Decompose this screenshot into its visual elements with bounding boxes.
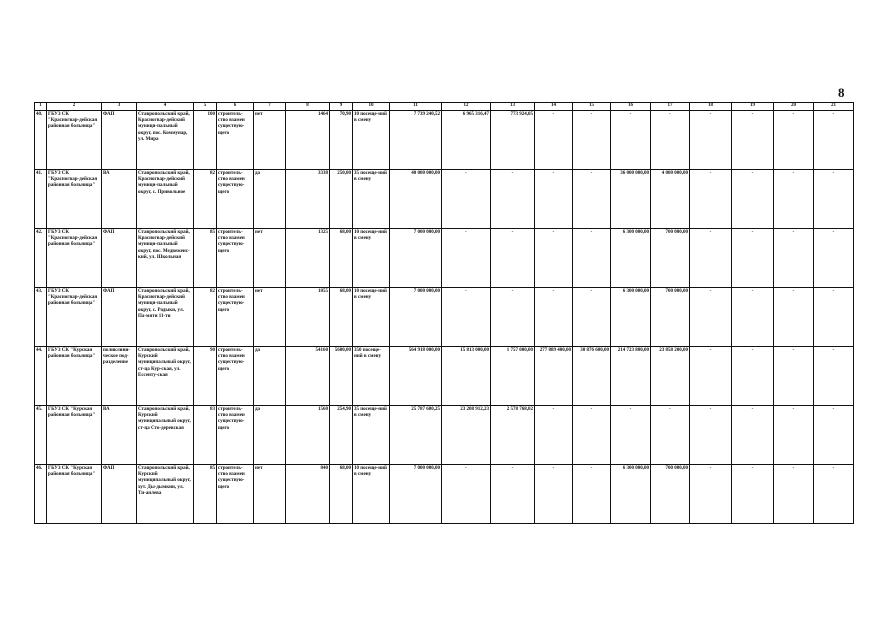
table-cell: строитель-ство взамен существую-щего — [217, 406, 254, 465]
table-cell: - — [690, 288, 732, 347]
column-header: 6 — [217, 103, 254, 111]
table-cell: строитель-ство взамен существую-щего — [217, 170, 254, 229]
table-cell: 700 000,00 — [651, 465, 690, 524]
table-cell: - — [535, 288, 573, 347]
table-cell: 85 — [194, 465, 217, 524]
table-cell: - — [774, 170, 814, 229]
header-row — [35, 103, 854, 111]
table-cell: - — [814, 170, 854, 229]
table-cell: 85 — [194, 229, 217, 288]
table-cell: 30 876 600,00 — [573, 347, 611, 406]
table-cell: - — [732, 111, 774, 170]
table-cell: - — [774, 347, 814, 406]
table-cell: 1 757 000,00 — [491, 347, 535, 406]
table-cell: Ставропольский край, Курский муниципальный округ, ст-ца Сто-деревская — [137, 406, 194, 465]
table-cell: - — [491, 465, 535, 524]
table-cell: ГБУЗ СК "Курская районная больница" — [47, 465, 102, 524]
table-cell: ГБУЗ СК "Курская районная больница" — [47, 406, 102, 465]
table-cell: - — [535, 111, 573, 170]
table-cell: ФАП — [102, 111, 137, 170]
table-cell: ГБУЗ СК "Красногвар-дейская районная больница" — [47, 288, 102, 347]
table-cell: 6 300 000,00 — [611, 229, 651, 288]
table-cell: 36 000 000,00 — [611, 170, 651, 229]
table-cell: Ставропольский край, Курский муниципальный округ, хут. Ды-дымкин, ул. Ти-анлева — [137, 465, 194, 524]
table-cell: - — [690, 229, 732, 288]
table-cell: 1855 — [286, 288, 330, 347]
table-cell: - — [442, 465, 491, 524]
table-cell: 10 посеще-ний в смену — [353, 465, 390, 524]
table-cell: 5600,00 — [330, 347, 353, 406]
table-cell: - — [732, 406, 774, 465]
table-cell: 2 578 768,02 — [491, 406, 535, 465]
column-header: 14 — [535, 103, 573, 111]
table-cell: - — [442, 288, 491, 347]
table-cell: 1325 — [286, 229, 330, 288]
table-cell: 214 723 800,00 — [611, 347, 651, 406]
table-cell: 46. — [35, 465, 47, 524]
column-header: 17 — [651, 103, 690, 111]
table-cell: нет — [254, 111, 286, 170]
table-cell: - — [774, 406, 814, 465]
table-cell: - — [611, 111, 651, 170]
table-cell: 82 — [194, 288, 217, 347]
table-cell: - — [573, 465, 611, 524]
table-cell: - — [573, 406, 611, 465]
register-table — [34, 102, 854, 524]
table-cell: - — [442, 229, 491, 288]
table-cell: - — [573, 111, 611, 170]
table-row — [35, 111, 854, 170]
table-cell: 700 000,00 — [651, 229, 690, 288]
table-cell: 7 000 000,00 — [390, 229, 442, 288]
table-cell: - — [651, 111, 690, 170]
table-cell: да — [254, 406, 286, 465]
table-cell: 7 000 000,00 — [390, 465, 442, 524]
table-cell: 23 858 200,00 — [651, 347, 690, 406]
table-cell: нет — [254, 465, 286, 524]
table-cell: - — [535, 406, 573, 465]
column-header: 5 — [194, 103, 217, 111]
table-cell: 700 000,00 — [651, 288, 690, 347]
table-cell: 277 889 400,00 — [535, 347, 573, 406]
table-cell: 23 208 912,23 — [442, 406, 491, 465]
table-cell: строитель-ство взамен существую-щего — [217, 465, 254, 524]
table-cell: 83 — [194, 406, 217, 465]
column-header: 16 — [611, 103, 651, 111]
table-cell: нет — [254, 288, 286, 347]
column-header: 2 — [47, 103, 102, 111]
table-cell: - — [690, 111, 732, 170]
table-cell: Ставропольский край, Курский муниципальный округ, ст-ца Кур-ская, ул. Ессенту-ская — [137, 347, 194, 406]
table-cell: да — [254, 170, 286, 229]
table-row — [35, 347, 854, 406]
table-cell: 10 посеще-ний в смену — [353, 111, 390, 170]
table-row — [35, 406, 854, 465]
table-cell: - — [611, 406, 651, 465]
table-cell: 7 000 000,00 — [390, 288, 442, 347]
table-cell: - — [491, 288, 535, 347]
table-cell: 68,00 — [330, 465, 353, 524]
column-header: 21 — [814, 103, 854, 111]
table-cell: 68,00 — [330, 288, 353, 347]
table-cell: ФАП — [102, 229, 137, 288]
column-header: 11 — [390, 103, 442, 111]
table-cell: - — [573, 170, 611, 229]
table-cell: 68,00 — [330, 229, 353, 288]
table-row — [35, 170, 854, 229]
table-cell: - — [774, 111, 814, 170]
table-cell: - — [814, 347, 854, 406]
table-cell: - — [732, 229, 774, 288]
table-cell: строитель-ство взамен существую-щего — [217, 288, 254, 347]
table-cell: Ставропольский край, Красногвар-дейский муници-пальный округ, с. Привольное — [137, 170, 194, 229]
page-number: 8 — [838, 85, 845, 100]
table-cell: 1560 — [286, 406, 330, 465]
table-cell: - — [491, 170, 535, 229]
table-cell: ГБУЗ СК "Курская районная больница" — [47, 347, 102, 406]
table-cell: 35 посеще-ний в смену — [353, 406, 390, 465]
table-cell: ФАП — [102, 288, 137, 347]
table-cell: 254,90 — [330, 406, 353, 465]
table-cell: - — [732, 170, 774, 229]
table-cell: 250,00 — [330, 170, 353, 229]
table-cell: поликлини-ческое под-разделение — [102, 347, 137, 406]
table-cell: - — [535, 229, 573, 288]
column-header: 20 — [774, 103, 814, 111]
table-cell: ГБУЗ СК "Красногвар-дейская районная больница" — [47, 229, 102, 288]
table-cell: 7 739 240,52 — [390, 111, 442, 170]
table-cell: 45. — [35, 406, 47, 465]
table-cell: 42. — [35, 229, 47, 288]
table-cell: - — [774, 288, 814, 347]
table-cell: 15 813 000,00 — [442, 347, 491, 406]
table-cell: 3338 — [286, 170, 330, 229]
table-cell: 10 посеще-ний в смену — [353, 288, 390, 347]
column-header: 13 — [491, 103, 535, 111]
table-cell: 40. — [35, 111, 47, 170]
table-cell: ФАП — [102, 465, 137, 524]
table-cell: - — [491, 229, 535, 288]
table-cell: - — [774, 465, 814, 524]
table-cell: - — [774, 229, 814, 288]
table-cell: 70,90 — [330, 111, 353, 170]
table-cell: 40 000 000,00 — [390, 170, 442, 229]
table-cell: строитель-ство взамен существую-щего — [217, 229, 254, 288]
table-cell: - — [535, 465, 573, 524]
column-header: 15 — [573, 103, 611, 111]
column-header: 19 — [732, 103, 774, 111]
table-cell: да — [254, 347, 286, 406]
table-cell: - — [690, 465, 732, 524]
table-cell: 43. — [35, 288, 47, 347]
table-cell: - — [814, 229, 854, 288]
table-cell: 840 — [286, 465, 330, 524]
table-cell: Ставропольский край, Красногвар-дейский муници-пальный округ, пос. Медвеженс-кий, ул. Школьная — [137, 229, 194, 288]
table-cell: 41. — [35, 170, 47, 229]
column-header: 8 — [286, 103, 330, 111]
table-cell: - — [573, 229, 611, 288]
table-cell: 773 924,05 — [491, 111, 535, 170]
column-header: 10 — [353, 103, 390, 111]
table-cell: - — [573, 288, 611, 347]
table-cell: 82 — [194, 170, 217, 229]
table-cell: 44. — [35, 347, 47, 406]
table-cell: ГБУЗ СК "Красногвар-дейская районная больница" — [47, 170, 102, 229]
table-cell: 564 918 000,00 — [390, 347, 442, 406]
table-cell: - — [732, 465, 774, 524]
table-cell: 350 посеще-ний в смену — [353, 347, 390, 406]
table-cell: 10 посеще-ний в смену — [353, 229, 390, 288]
table-row — [35, 465, 854, 524]
table-cell: строитель-ство взамен существую-щего — [217, 111, 254, 170]
table-cell: 6 300 000,00 — [611, 465, 651, 524]
table-cell: - — [651, 406, 690, 465]
table-cell: - — [442, 170, 491, 229]
table-cell: 90 — [194, 347, 217, 406]
table-row — [35, 288, 854, 347]
table-row — [35, 229, 854, 288]
table-cell: - — [535, 170, 573, 229]
table-cell: - — [732, 347, 774, 406]
table-cell: - — [690, 406, 732, 465]
table-cell: 35 посеще-ний в смену — [353, 170, 390, 229]
table-cell: 6 965 316,47 — [442, 111, 491, 170]
table-cell: ВА — [102, 170, 137, 229]
table-cell: нет — [254, 229, 286, 288]
table-cell: Ставропольский край, Красногвар-дейский муници-пальный округ, пос. Коммунар, ул. Мира — [137, 111, 194, 170]
table-cell: 54160 — [286, 347, 330, 406]
table-cell: - — [814, 406, 854, 465]
column-header: 18 — [690, 103, 732, 111]
column-header: 4 — [137, 103, 194, 111]
table-cell: 25 787 680,25 — [390, 406, 442, 465]
column-header: 7 — [254, 103, 286, 111]
table-cell: строитель-ство взамен существую-щего — [217, 347, 254, 406]
table-cell: ГБУЗ СК "Красногвар-дейская районная больница" — [47, 111, 102, 170]
table-cell: - — [814, 465, 854, 524]
table-cell: - — [814, 111, 854, 170]
table-cell: 1464 — [286, 111, 330, 170]
table-cell: 6 300 000,00 — [611, 288, 651, 347]
table-cell: - — [732, 288, 774, 347]
column-header: 3 — [102, 103, 137, 111]
table-cell: - — [690, 347, 732, 406]
table-cell: - — [814, 288, 854, 347]
table-cell: ВА — [102, 406, 137, 465]
column-header: 1 — [35, 103, 47, 111]
table-cell: 4 000 000,00 — [651, 170, 690, 229]
table-cell: - — [690, 170, 732, 229]
column-header: 12 — [442, 103, 491, 111]
column-header: 9 — [330, 103, 353, 111]
table-cell: 100 — [194, 111, 217, 170]
table-cell: Ставропольский край, Красногвар-дейский муници-пальный округ, с. Родыки, ул. Па-мяти 11-ти — [137, 288, 194, 347]
